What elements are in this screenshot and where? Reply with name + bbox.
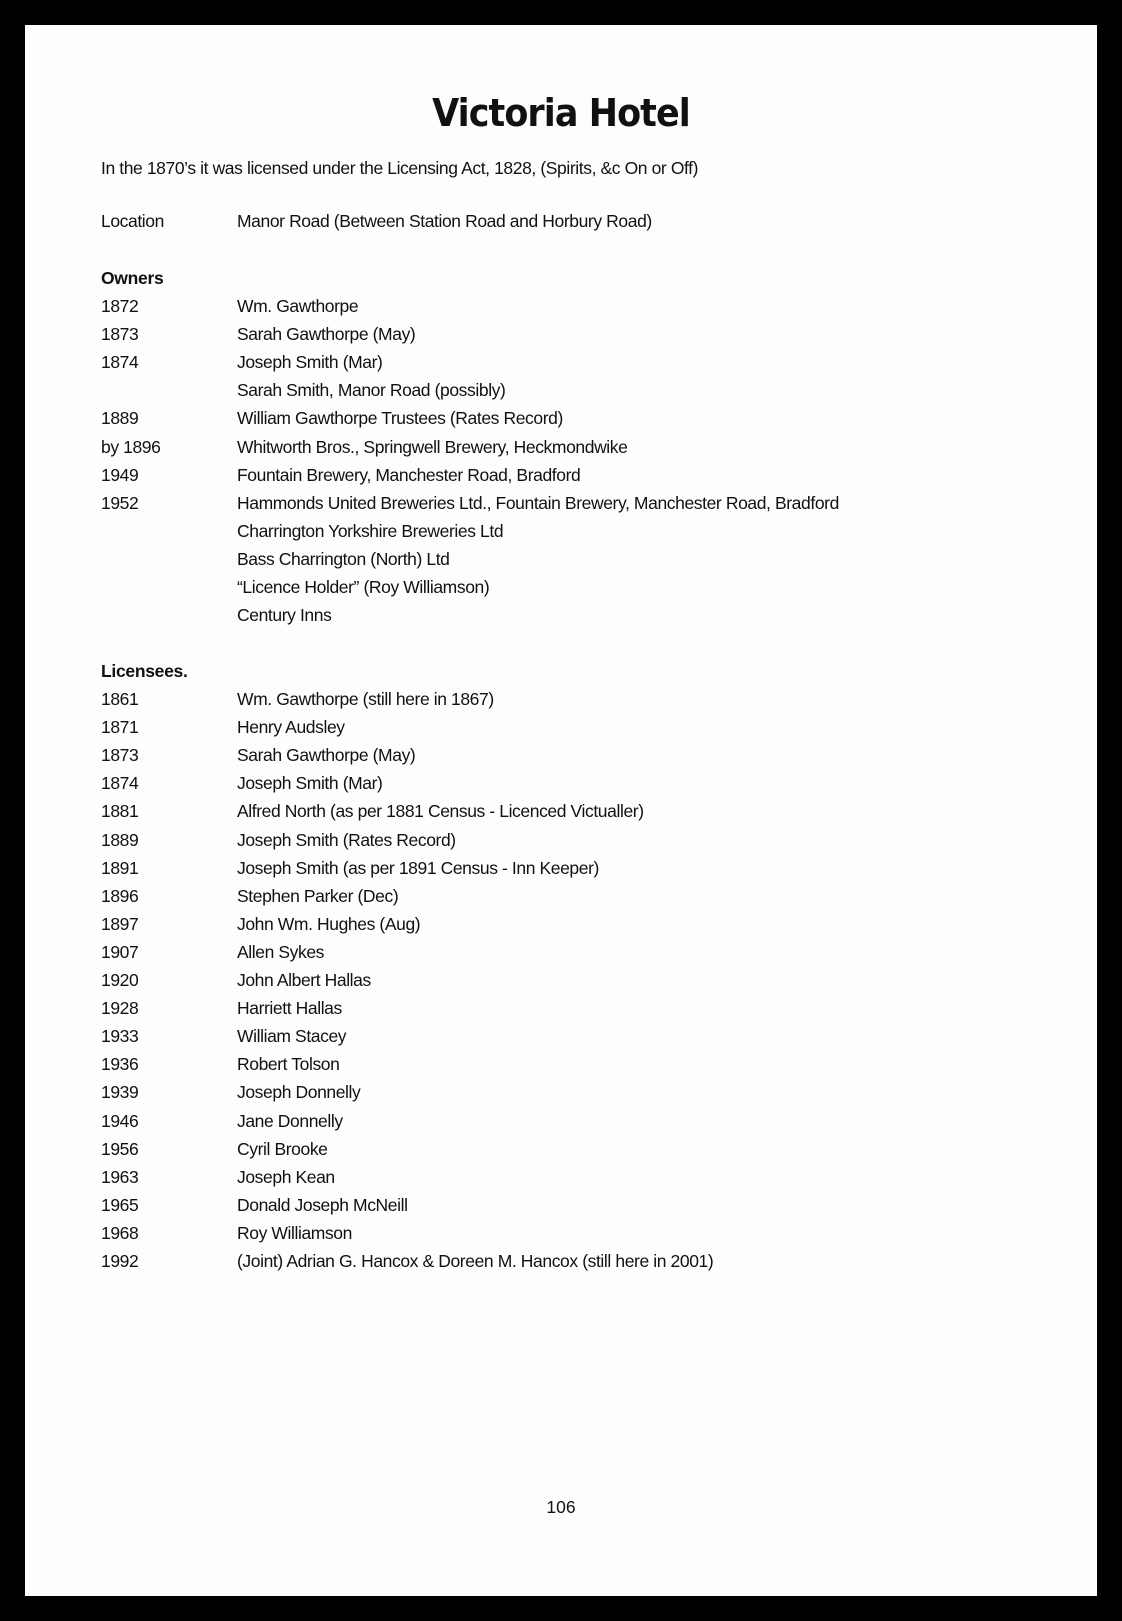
- entry-name: Joseph Donnelly: [237, 1082, 361, 1103]
- location-label: Location: [101, 211, 164, 231]
- entry-year: 1933: [101, 1026, 139, 1047]
- entry-name: Wm. Gawthorpe (still here in 1867): [237, 689, 494, 709]
- entry-name: John Wm. Hughes (Aug): [237, 913, 421, 934]
- entry-name: Henry Audsley: [237, 717, 345, 738]
- entry-name: Donald Joseph McNeill: [237, 1194, 408, 1215]
- entry-name: Stephen Parker (Dec): [237, 885, 399, 906]
- entry-name: Charrington Yorkshire Breweries Ltd: [237, 520, 504, 541]
- entry-name: Bass Charrington (North) Ltd: [237, 548, 450, 569]
- entry-name: Joseph Smith (as per 1891 Census - Inn Keeper): [237, 857, 599, 878]
- entry-name: Wm. Gawthorpe: [237, 296, 359, 316]
- entry-name: William Stacey: [237, 1026, 347, 1047]
- entry-year: 1952: [101, 492, 139, 513]
- entry-year: 1920: [101, 970, 139, 990]
- entry-name: Sarah Gawthorpe (May): [237, 745, 416, 766]
- entry-year: 1939: [101, 1082, 139, 1103]
- entry-year: 1907: [101, 941, 139, 962]
- entry-name: Jane Donnelly: [237, 1110, 343, 1131]
- owners-heading: Owners: [101, 268, 164, 288]
- entry-year: 1891: [101, 857, 139, 878]
- page-number: 106: [546, 1497, 576, 1517]
- location-value: Manor Road (Between Station Road and Horbury Road): [237, 211, 652, 231]
- entry-year: 1873: [101, 745, 139, 766]
- entry-year: 1897: [101, 913, 139, 934]
- entry-name: Allen Sykes: [237, 941, 325, 962]
- entry-name: Robert Tolson: [237, 1054, 340, 1075]
- entry-year: 1965: [101, 1194, 139, 1215]
- entry-name: Century Inns: [237, 605, 332, 626]
- document-page: [25, 25, 1097, 1596]
- entry-year: 1872: [101, 296, 139, 316]
- entry-name: (Joint) Adrian G. Hancox & Doreen M. Hancox (still here in 2001): [237, 1251, 714, 1271]
- entry-name: Sarah Smith, Manor Road (possibly): [237, 380, 506, 401]
- entry-name: Joseph Smith (Rates Record): [237, 829, 456, 850]
- entry-name: Joseph Kean: [237, 1166, 335, 1187]
- intro-paragraph: In the 1870’s it was licensed under the Licensing Act, 1828, (Spirits, &c On or Off): [101, 158, 699, 178]
- entry-year: 1874: [101, 352, 139, 373]
- entry-year: 1889: [101, 408, 139, 429]
- entry-name: Whitworth Bros., Springwell Brewery, Heckmondwike: [237, 436, 628, 457]
- entry-year: 1896: [101, 885, 139, 906]
- entry-name: Hammonds United Breweries Ltd., Fountain Brewery, Manchester Road, Bradford: [237, 492, 839, 513]
- entry-year: 1928: [101, 998, 139, 1019]
- entry-year: 1881: [101, 801, 139, 822]
- entry-year: 1871: [101, 717, 139, 738]
- entry-name: Alfred North (as per 1881 Census - Licenced Victualler): [237, 801, 644, 822]
- entry-name: Roy Williamson: [237, 1222, 352, 1243]
- entry-name: Joseph Smith (Mar): [237, 352, 383, 373]
- entry-name: William Gawthorpe Trustees (Rates Record): [237, 408, 563, 429]
- licensees-heading: Licensees.: [101, 661, 188, 681]
- entry-name: “Licence Holder” (Roy Williamson): [237, 577, 490, 597]
- entry-year: 1949: [101, 464, 139, 485]
- entry-year: 1963: [101, 1166, 139, 1187]
- entry-year: 1861: [101, 689, 139, 709]
- entry-name: Fountain Brewery, Manchester Road, Bradford: [237, 464, 581, 485]
- entry-name: Joseph Smith (Mar): [237, 773, 383, 794]
- entry-name: John Albert Hallas: [237, 970, 371, 990]
- entry-name: Harriett Hallas: [237, 998, 342, 1019]
- entry-year: 1946: [101, 1110, 139, 1131]
- page-title: Victoria Hotel: [432, 91, 690, 135]
- entry-name: Cyril Brooke: [237, 1138, 328, 1159]
- entry-year: by 1896: [101, 436, 161, 457]
- entry-year: 1874: [101, 773, 139, 794]
- entry-year: 1992: [101, 1251, 139, 1271]
- entry-name: Sarah Gawthorpe (May): [237, 324, 416, 345]
- entry-year: 1936: [101, 1054, 139, 1075]
- entry-year: 1873: [101, 324, 139, 345]
- entry-year: 1956: [101, 1138, 139, 1159]
- entry-year: 1968: [101, 1222, 139, 1243]
- entry-year: 1889: [101, 829, 139, 850]
